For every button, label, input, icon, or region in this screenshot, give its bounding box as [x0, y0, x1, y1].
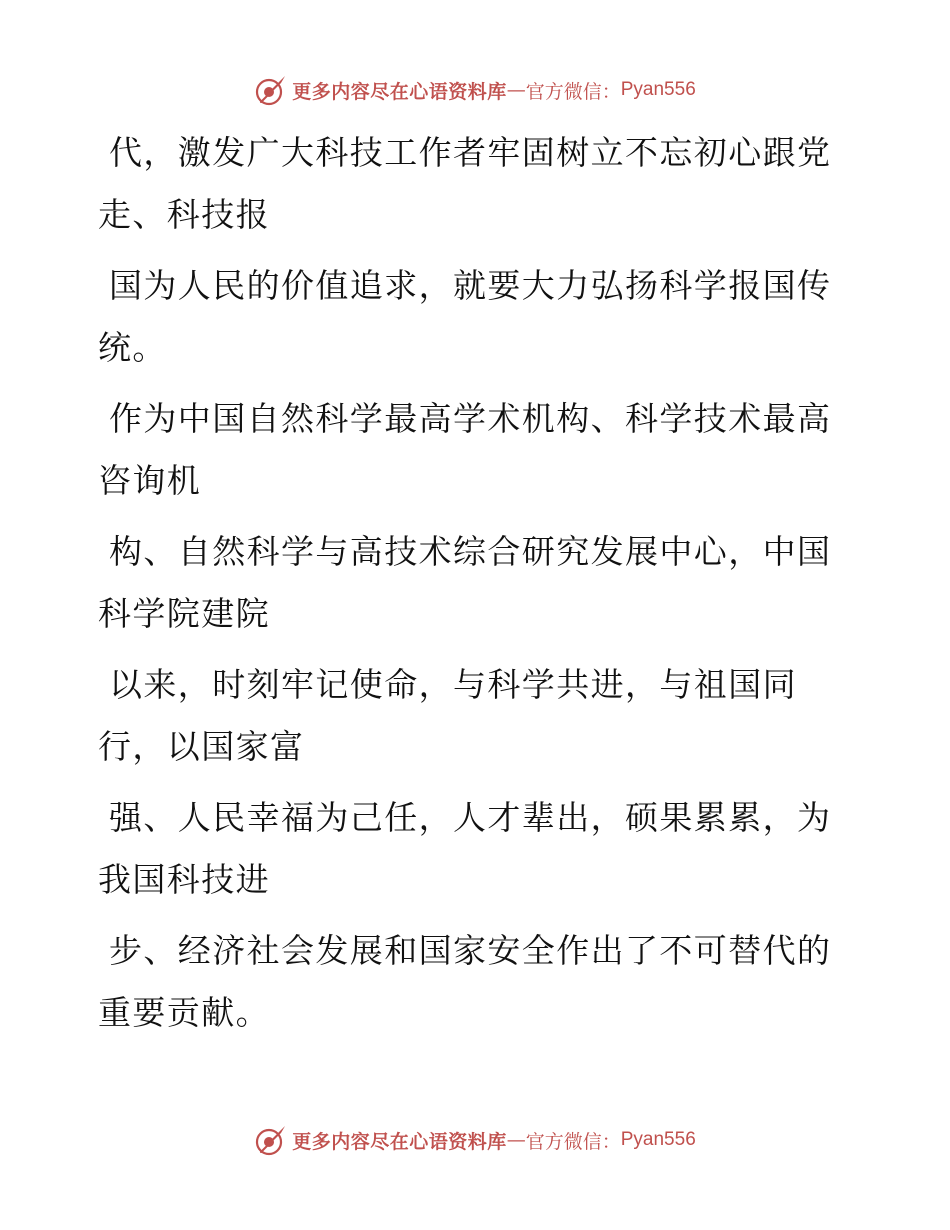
paragraph [98, 787, 858, 911]
paragraph [98, 388, 858, 512]
page-header [0, 70, 950, 110]
paragraph-line: 代，激发广大科技工作者牢固树立不忘初心跟党 [109, 133, 832, 172]
paragraph-line: 重要贡献。 [98, 993, 270, 1032]
paragraph-line: 作为中国自然科学最高学术机构、科学技术最高 [109, 399, 832, 438]
footer-wechat-id: Pyan556 [620, 1129, 696, 1150]
paragraph-line: 步、经济社会发展和国家安全作出了不可替代的 [109, 931, 832, 970]
paragraph-line: 咨询机 [98, 461, 202, 500]
header-brand-text: 更多内容尽在心语资料库 [292, 80, 507, 103]
page-footer [0, 1120, 950, 1160]
paragraph [98, 521, 858, 645]
paragraph-line: 统。 [98, 328, 167, 367]
paragraph-line: 以来，时刻牢记使命，与科学共进，与祖国同 [109, 665, 797, 704]
document-body [98, 122, 858, 1053]
paragraph-line: 科学院建院 [98, 594, 270, 633]
paragraph [98, 654, 858, 778]
footer-separator: — [506, 1129, 526, 1151]
header-wechat-label: 官方微信： [525, 80, 621, 103]
header-separator: — [506, 79, 526, 101]
header-wechat-id: Pyan556 [620, 79, 696, 100]
paragraph-line: 行，以国家富 [98, 727, 305, 766]
paragraph-line: 构、自然科学与高技术综合研究发展中心，中国 [109, 532, 832, 571]
footer-brand-text: 更多内容尽在心语资料库 [292, 1130, 507, 1153]
paragraph-line: 我国科技进 [98, 860, 270, 899]
paragraph-line: 国为人民的价值追求，就要大力弘扬科学报国传 [109, 266, 832, 305]
paragraph-line: 强、人民幸福为己任，人才辈出，硕果累累，为 [109, 798, 832, 837]
quill-pen-logo-icon [254, 73, 288, 107]
paragraph [98, 122, 858, 246]
quill-pen-logo-icon [254, 1123, 288, 1157]
paragraph-line: 走、科技报 [98, 195, 270, 234]
footer-wechat-label: 官方微信： [525, 1130, 621, 1153]
paragraph [98, 255, 858, 379]
paragraph [98, 920, 858, 1044]
